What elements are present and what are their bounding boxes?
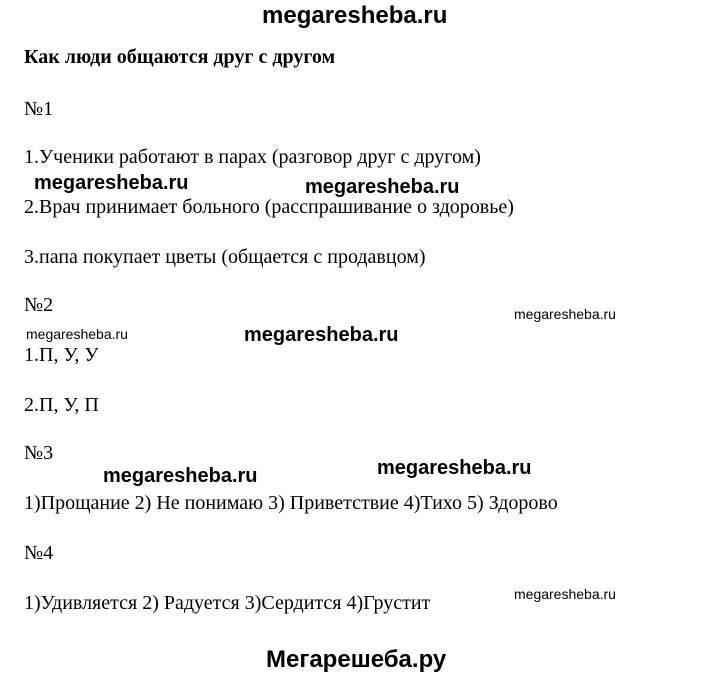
section-2-line-2: 2.П, У, П <box>24 394 99 416</box>
section-number-2: №2 <box>24 294 54 316</box>
section-number-1: №1 <box>24 98 54 120</box>
section-number-3: №3 <box>24 442 54 464</box>
page-title: Как люди общаются друг с другом <box>24 46 336 68</box>
section-3-line-1: 1)Прощание 2) Не понимаю 3) Приветствие 4)Тихо 5) Здорово <box>24 492 558 514</box>
watermark: megaresheba.ru <box>103 465 258 487</box>
watermark: megaresheba.ru <box>26 326 128 342</box>
watermark: megaresheba.ru <box>305 176 460 198</box>
watermark: megaresheba.ru <box>377 457 532 479</box>
section-4-line-1: 1)Удивляется 2) Радуется 3)Сердится 4)Грустит <box>24 592 431 614</box>
watermark: megaresheba.ru <box>514 306 616 322</box>
section-2-line-1: 1.П, У, У <box>24 344 99 366</box>
section-1-line-1: 1.Ученики работают в парах (разговор друг с другом) <box>24 146 481 168</box>
footer-site-watermark: Мегарешеба.ру <box>266 646 447 673</box>
section-1-line-3: 3.папа покупает цветы (общается с продавцом) <box>24 246 426 268</box>
header-site-watermark: megaresheba.ru <box>262 2 448 29</box>
section-1-line-2: 2.Врач принимает больного (расспрашивание о здоровье) <box>24 196 514 218</box>
watermark: megaresheba.ru <box>34 172 189 194</box>
watermark: megaresheba.ru <box>244 324 399 346</box>
watermark: megaresheba.ru <box>514 586 616 602</box>
section-number-4: №4 <box>24 542 54 564</box>
